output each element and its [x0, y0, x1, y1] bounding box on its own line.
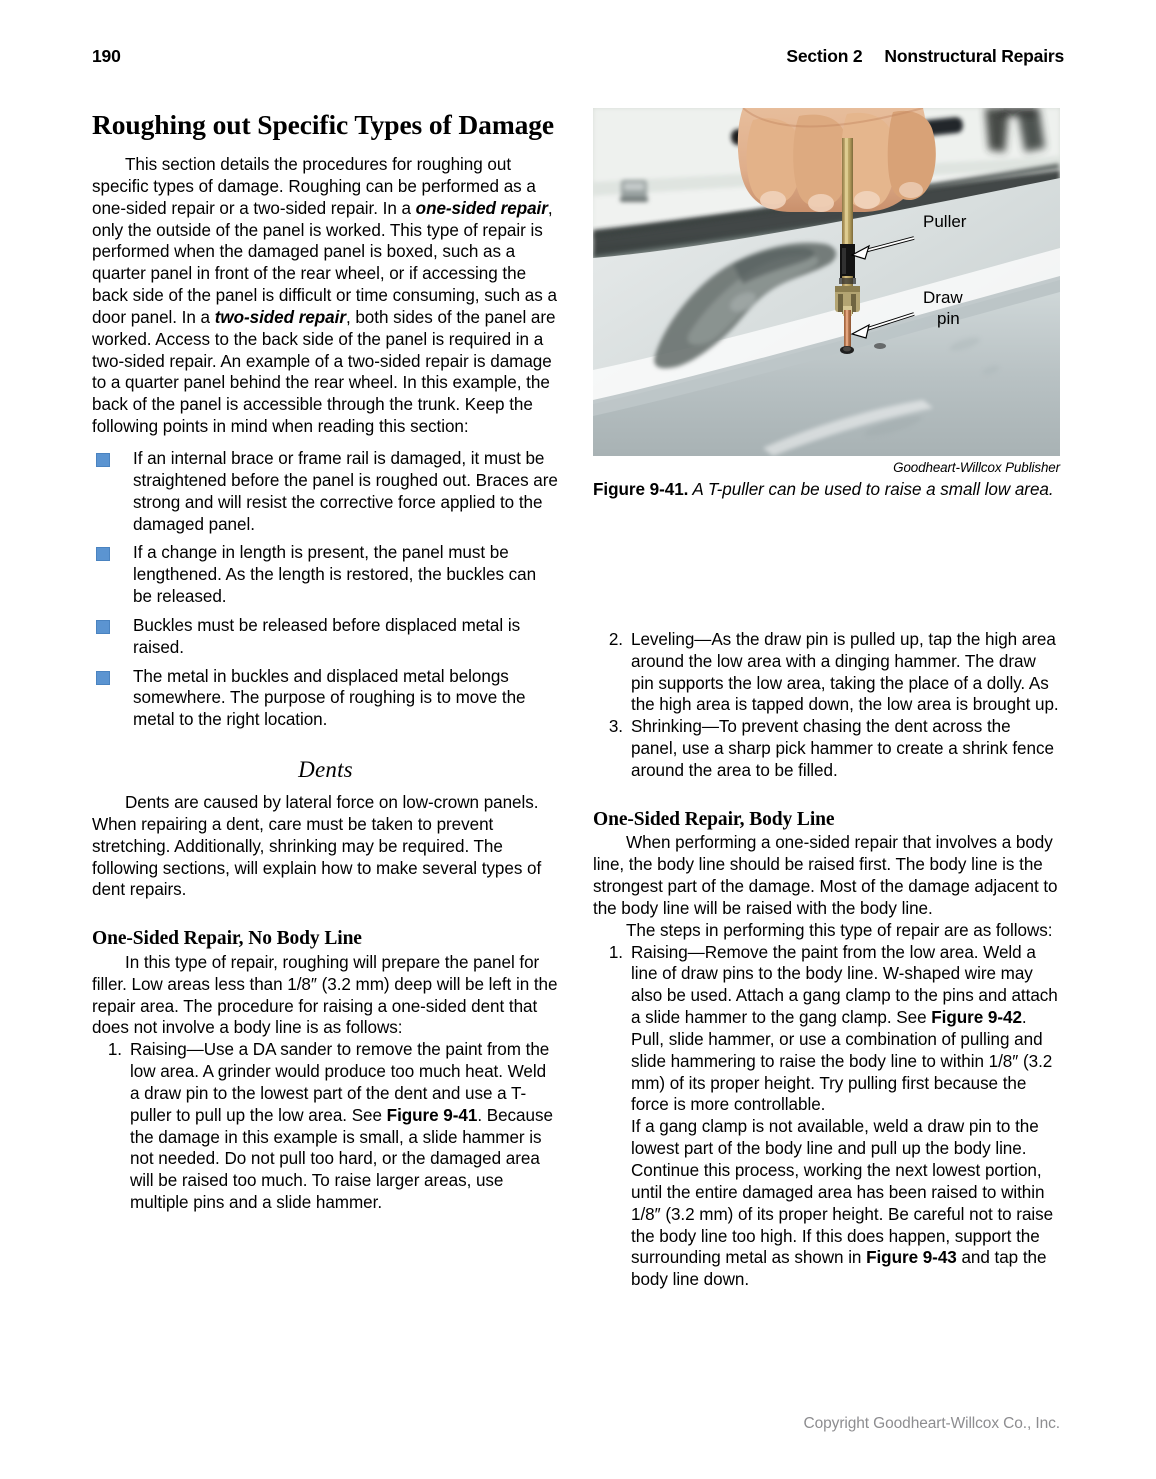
callout-label-draw-pin-line1: Draw [923, 288, 963, 307]
intro-paragraph [92, 154, 559, 438]
step-number: 2. [608, 629, 623, 649]
step-continuation [631, 1116, 1060, 1291]
step-text-part-2: . Pull, slide hammer, or use a combination of pulling and slide hammering to raise the body line to within 1/8″ (3.2 mm) of its proper height. Try pulling first because the force is more controllable. [631, 1008, 1053, 1115]
figure-caption [593, 479, 1060, 501]
left-column [92, 108, 559, 1214]
page-title: Roughing out Specific Types of Damage [92, 109, 555, 140]
photo-credit: Goodheart-Willcox Publisher [893, 460, 1060, 475]
bullet-text: If an internal brace or frame rail is damaged, it must be straightened before the panel is roughed out. Braces are strong and will resist the corrective force applied to the damaged panel. [133, 448, 558, 534]
step-text: Shrinking—To prevent chasing the dent across the panel, use a sharp pick hammer to create a shrink fence around the area to be filled. [631, 717, 1054, 780]
body-line-steps-list [593, 942, 1060, 1292]
figure-reference[interactable]: Figure 9-43 [866, 1248, 957, 1268]
running-head [92, 46, 1064, 72]
callout-label-draw-pin-line2: pin [937, 309, 960, 328]
section-title: Nonstructural Repairs [884, 46, 1064, 66]
figure-9-41 [593, 108, 1060, 501]
dents-heading: Dents [298, 757, 353, 783]
figure-photo [593, 108, 1060, 456]
figure-reference[interactable]: Figure 9-41 [386, 1105, 478, 1125]
figure-reference[interactable]: Figure 9-42 [931, 1008, 1022, 1028]
intro-part-1: This section details the procedures for roughing out specific types of damage. Roughing can be performed as a one-sided repair or a two-sided repair. In a [92, 155, 536, 218]
page-number: 190 [92, 46, 121, 66]
term-one-sided-repair: one-sided repair [415, 198, 548, 218]
list-item [593, 942, 1060, 1292]
step-text: Leveling—As the draw pin is pulled up, tap the high area around the low area with a dinging hammer. The draw pin supports the low area, taking the place of a dolly. As the high area is tapped down, the low area is brought up. [631, 629, 1059, 715]
step-continuation-part-2: and tap the body line down. [631, 1248, 1047, 1290]
callout-label-puller: Puller [923, 212, 967, 231]
step-text-part-2: . Because the damage in this example is small, a slide hammer is not needed. Do not pull too hard, or the damaged area will be raised too much. To raise larger areas, use multiple pins and a slide hammer. [130, 1105, 553, 1213]
bullet-text: The metal in buckles and displaced metal belongs somewhere. The purpose of roughing is to move the metal to the right location. [133, 666, 526, 730]
steps-continued-list [593, 629, 1060, 782]
key-points-list [92, 448, 559, 731]
list-item [92, 615, 559, 659]
figure-caption-text: A T-puller can be used to raise a small low area. [688, 480, 1054, 499]
bullet-text: If a change in length is present, the panel must be lengthened. As the length is restored, the buckles can be released. [133, 543, 537, 607]
body-line-paragraph-1: When performing a one-sided repair that involves a body line, the body line should be raised first. The body line is the strongest part of the damage. Most of the damage adjacent to the body line will be raised with the body line. [593, 833, 1058, 918]
list-item [92, 448, 559, 535]
no-body-line-steps [92, 1039, 559, 1214]
list-item [593, 716, 1060, 782]
step-text-part-1: Raising—Remove the paint from the low area. Weld a line of draw pins to the body line. W-shaped wire may also be used. Attach a gang clamp to the pins and attach a slide hammer to the gang clamp. See [631, 942, 1058, 1028]
intro-part-2: , only the outside of the panel is worked. This type of repair is performed when the damaged panel is boxed, such as a quarter panel in front of the rear wheel, or if accessing the back side of the panel is difficult or time consuming, such as a door panel. In a [92, 198, 557, 327]
figure-number: Figure 9-41. [593, 480, 689, 499]
term-two-sided-repair: two-sided repair [214, 307, 346, 327]
subheading-no-body-line: One-Sided Repair, No Body Line [92, 928, 362, 950]
list-item [593, 629, 1060, 716]
footer-copyright: Copyright Goodheart-Willcox Co., Inc. [803, 1415, 1060, 1432]
list-item [92, 542, 559, 608]
photo-illustration [593, 108, 1060, 456]
section-number: Section 2 [786, 46, 863, 66]
step-number: 3. [608, 717, 623, 737]
intro-part-3: , both sides of the panel are worked. Access to the back side of the panel is required in a two-sided repair. An example of a two-sided repair is damage to a quarter panel behind the rear wheel. In this example, the back of the panel is accessible through the trunk. Keep the following points in mind when reading this section: [92, 307, 556, 437]
no-body-line-paragraph: In this type of repair, roughing will prepare the panel for filler. Low areas less than 1/8″ (3.2 mm) deep will be left in the repair area. The procedure for raising a one-sided dent that does not involve a body line is as follows: [92, 952, 558, 1038]
bullet-text: Buckles must be released before displaced metal is raised. [133, 615, 521, 657]
step-continuation-part-1: If a gang clamp is not available, weld a draw pin to the lowest part of the body line and pull up the body line. Continue this process, working the next lowest portion, until the entire damaged area has been raised to within 1/8″ (3.2 mm) of its proper height. Be careful not to raise the body line too high. If this does happen, support the surrounding metal as shown in [631, 1117, 1054, 1268]
subheading-body-line: One-Sided Repair, Body Line [593, 808, 835, 830]
step-text-part-1: Raising—Use a DA sander to remove the paint from the low area. A grinder would produce too much heat. Weld a draw pin to the lowest part of the dent and use a T-puller to pull up the low area. See [130, 1040, 550, 1125]
body-line-paragraph-2: The steps in performing this type of repair are as follows: [626, 920, 1053, 940]
list-item [92, 1039, 559, 1214]
step-number: 1. [608, 942, 623, 962]
dents-paragraph: Dents are caused by lateral force on low-crown panels. When repairing a dent, care must be taken to prevent stretching. Additionally, shrinking may be required. The following sections, will explain how to make several types of dent repairs. [92, 793, 542, 900]
list-item [92, 666, 559, 732]
running-head-right [786, 46, 1064, 67]
step-number: 1. [107, 1040, 122, 1060]
right-column [593, 108, 1060, 1291]
